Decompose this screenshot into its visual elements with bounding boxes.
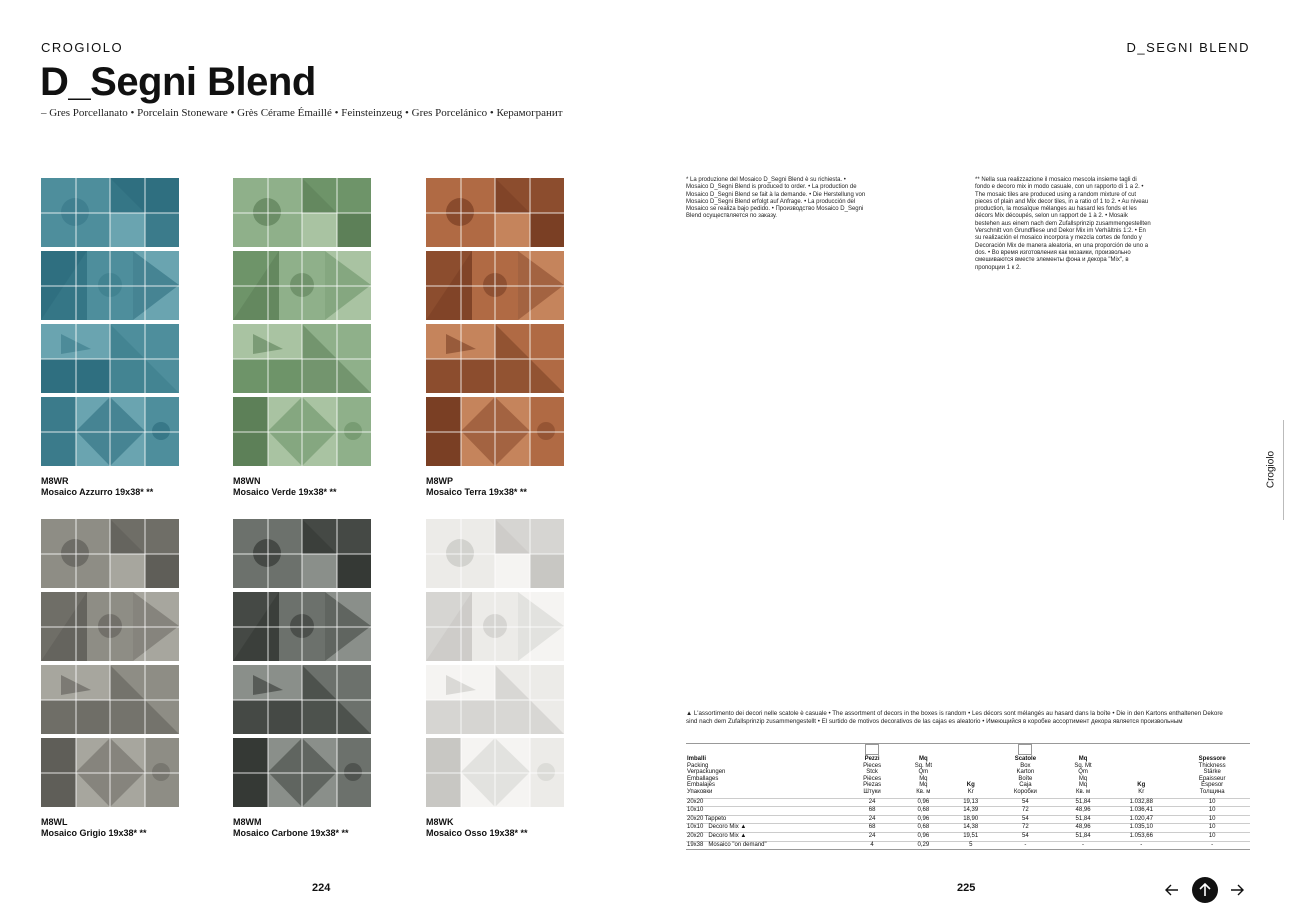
table-cell: 24 [846,815,898,824]
mosaic-tile [233,665,371,734]
table-cell: 1.035,10 [1108,824,1174,833]
table-cell: 19x38 Mosaico "on demand" [686,841,846,849]
page-number-right: 225 [957,882,976,894]
table-cell: 54 [993,798,1058,807]
table-cell: 0,96 [898,798,948,807]
mosaic-tile [233,592,371,661]
header-kg-pallet: Kg Kr [1137,782,1146,795]
header-kg: Kg Kr [966,782,975,795]
product-card[interactable] [233,178,371,498]
mosaic-tile [41,519,179,588]
mosaic-tile [426,397,564,466]
mosaic-tile [426,324,564,393]
mosaic-tile [233,251,371,320]
mosaic-tile [41,592,179,661]
table-cell: 10 [1174,798,1250,807]
table-cell: 72 [993,824,1058,833]
mosaic-tile [426,665,564,734]
piece-icon [865,744,879,755]
header-packing: Imballi Packing Verpackungen Emballages Embalajes Упаковки [687,756,726,795]
product-image [426,519,564,807]
page-number-left: 224 [312,882,331,894]
mixture-note: ** Nella sua realizzazione il mosaico mescola insieme tagli di fondo e decoro mix in modo casuale, con un rapporto di 1 a 2. • The mosaic tiles are produced using a random mixture of cut pieces of plain and Mix decor tiles, in a ratio of 1 to 2. • Au niveau production, la mosaïque mélanges au hasard les fonds et les décors Mix découpés, selon un rapport de 1 à 2. • Mosaik bestehen aus einem nach dem Zufallsprinzip zusammengestellten Verschnitt von Grundfliese und Dekor Mix im Verhältnis 1:2. • En su realización el mosaico incorpora y mezcla cortes de fondo y Decoración Mix de manera aleatoria, en una proporción de uno a dos. • Во время изготовления как мозаики, произвольно смешиваются вместе элементы фона и декора "Mix", в пропорции 1 к 2. [975,177,1151,271]
product-name: Mosaico Grigio 19x38* ** [41,828,147,838]
header-pieces: Pezzi Pieces Stck Pièces Piezas Штуки [846,744,898,798]
production-note: * La produzione del Mosaico D_Segni Blend è su richiesta. • Mosaico D_Segni Blend is produced to order. • La production de Mosaico D_Segni Blend se fait à la demande. • Die Herstellung von Mosaico D_Segni Blend erfolgt auf Anfrage. • La producción del Mosaico se realiza bajo pedido. • Производство Mosaico D_Segni Blend осуществляется по заказу. [686,177,866,220]
table-cell: 14,38 [949,824,993,833]
table-cell: - [1174,841,1250,849]
page-title: D_Segni Blend [40,60,316,104]
packing-table [686,743,1250,850]
product-code: M8WL [41,817,68,827]
mosaic-tile [426,251,564,320]
table-cell: - [993,841,1058,849]
table-cell: 19,51 [949,832,993,841]
table-cell: 72 [993,807,1058,816]
arrow-right-icon [1230,884,1244,896]
mosaic-tile [233,178,371,247]
scroll-top-button[interactable] [1192,877,1218,903]
table-cell: 1.032,88 [1108,798,1174,807]
table-cell: 20x20 Decoro Mix ▲ [686,832,846,841]
header-sqm-pallet: Mq Sq. Mt Qm Mq Mq Кв. м [1074,756,1092,795]
product-image [426,178,564,466]
table-row [686,841,1250,849]
table-cell: 0,96 [898,832,948,841]
table-cell: 10x10 [686,807,846,816]
mosaic-tile [233,397,371,466]
product-name: Mosaico Azzurro 19x38* ** [41,487,154,497]
mosaic-tile [41,251,179,320]
table-cell: 10 [1174,815,1250,824]
product-code: M8WN [233,476,261,486]
table-cell: 20x20 [686,798,846,807]
mosaic-tile [233,324,371,393]
product-card[interactable] [41,519,179,839]
table-cell: 68 [846,824,898,833]
table-cell: 54 [993,815,1058,824]
product-name: Mosaico Osso 19x38* ** [426,828,528,838]
mosaic-tile [41,178,179,247]
collection-name: D_SEGNI BLEND [1126,40,1250,55]
table-cell: 18,90 [949,815,993,824]
table-cell: 68 [846,807,898,816]
table-cell: 51,84 [1058,815,1108,824]
product-name: Mosaico Terra 19x38* ** [426,487,527,497]
table-cell: 10 [1174,824,1250,833]
table-cell: 19,13 [949,798,993,807]
table-cell: - [1058,841,1108,849]
table-cell: 48,96 [1058,824,1108,833]
table-row [686,807,1250,816]
arrow-up-icon [1199,883,1211,897]
table-cell: 1.036,41 [1108,807,1174,816]
table-cell: 24 [846,798,898,807]
product-card[interactable] [426,519,564,839]
table-header-row [686,744,1250,798]
mosaic-tile [41,397,179,466]
product-code: M8WM [233,817,262,827]
table-cell: 10x10 Decoro Mix ▲ [686,824,846,833]
product-image [41,519,179,807]
assortment-note: ▲ L'assortimento dei decori nelle scatole è casuale • The assortment of decors in the boxes is random • Les décors sont mélangés au hasard dans la boîte • Die in den Kartons enthaltenen Dekore sind nach dem Zufallsprinzip zusammengestellt • El surtido de motivos decorativos de las cajas es aleatorio • Имеющийся в коробке ассортимент декора является произвольным [686,710,1223,725]
product-name: Mosaico Carbone 19x38* ** [233,828,349,838]
table-cell: 10 [1174,807,1250,816]
product-code: M8WK [426,817,454,827]
mosaic-tile [233,519,371,588]
table-cell: 20x20 Tappeto [686,815,846,824]
header-boxes: Scatole Box Karton Boîte Caja Коробки [993,744,1058,798]
mosaic-tile [426,738,564,807]
table-cell: 10 [1174,832,1250,841]
product-code: M8WP [426,476,453,486]
table-row [686,832,1250,841]
product-card[interactable] [233,519,371,839]
product-name: Mosaico Verde 19x38* ** [233,487,337,497]
table-cell: 0,29 [898,841,948,849]
table-cell: 4 [846,841,898,849]
mosaic-tile [41,665,179,734]
table-cell: 14,39 [949,807,993,816]
table-row [686,824,1250,833]
mosaic-tile [426,519,564,588]
prev-page-button[interactable] [1159,877,1185,903]
mosaic-tile [41,324,179,393]
table-cell: 51,84 [1058,798,1108,807]
table-cell: 1.020,47 [1108,815,1174,824]
next-page-button[interactable] [1224,877,1250,903]
material-subtitle: – Gres Porcellanato • Porcelain Stoneware • Grès Cérame Émaillé • Feinsteinzeug • Gres Porcelánico • Керамогранит [41,107,563,119]
side-tab-crogiolo[interactable]: Crogiolo [1265,450,1277,489]
table-cell: 51,84 [1058,832,1108,841]
product-card[interactable] [41,178,179,498]
table-row [686,815,1250,824]
product-image [41,178,179,466]
table-cell: 0,68 [898,807,948,816]
table-cell: - [1108,841,1174,849]
table-cell: 54 [993,832,1058,841]
table-cell: 1.053,66 [1108,832,1174,841]
mosaic-tile [233,738,371,807]
table-cell: 0,68 [898,824,948,833]
header-sqm: Mq Sq. Mt Qm Mq Mq Кв. м [914,756,933,795]
product-code: M8WR [41,476,69,486]
mosaic-tile [41,738,179,807]
mosaic-tile [426,178,564,247]
table-row [686,798,1250,807]
side-tab-divider [1283,420,1291,520]
brand-name: CROGIOLO [41,40,124,55]
pallet-icon [1018,744,1032,755]
product-image [233,519,371,807]
arrow-left-icon [1165,884,1179,896]
table-cell: 5 [949,841,993,849]
product-image [233,178,371,466]
table-cell: 24 [846,832,898,841]
product-card[interactable] [426,178,564,498]
mosaic-tile [426,592,564,661]
header-thickness: Spessore Thickness Stärke Epaisseur Espesor Толщина [1198,756,1226,795]
table-cell: 48,96 [1058,807,1108,816]
table-cell: 0,96 [898,815,948,824]
